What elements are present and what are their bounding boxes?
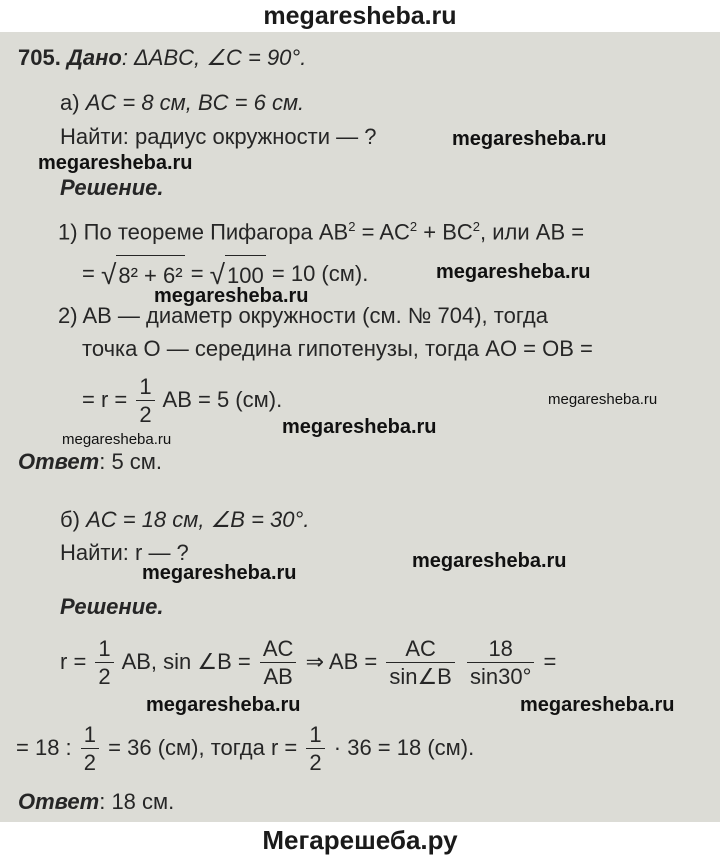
problem-statement xyxy=(18,44,306,72)
part-a-step1: 1) По теореме Пифагора $AB^2 = AC^2 + BC^2$, или AB = xyxy=(58,219,585,245)
part-a-step1-calc: = √8² + 6² = √100 = 10 (см). xyxy=(82,254,368,296)
site-footer: Мегарешеба.ру xyxy=(0,822,720,859)
fraction-half: $\frac{1}{2}$ xyxy=(136,375,154,427)
watermark: megaresheba.ru xyxy=(154,285,309,307)
site-header: megaresheba.ru xyxy=(0,0,720,32)
given-text: : ΔABC, ∠C = 90°. xyxy=(121,45,307,70)
part-a-step2-line1: 2) AB — диаметр окружности (см. № 704), тогда xyxy=(58,303,548,328)
part-b-solution-label: Решение. xyxy=(60,594,164,619)
part-b-formula: r = $\frac{1}{2}$ AB, sin ∠B = $\frac{AC}{AB}$ ⇒ AB = $\frac{AC}{\sin\angle B}$ $\frac{18}{\sin 30^\circ}$ = xyxy=(60,636,557,690)
part-a-answer: Ответ: 5 см. xyxy=(18,449,163,474)
watermark: megaresheba.ru xyxy=(38,152,193,174)
part-a-solution-label: Решение. xyxy=(60,175,164,200)
watermark: megaresheba.ru xyxy=(412,550,567,572)
watermark: megaresheba.ru xyxy=(548,391,658,408)
watermark: megaresheba.ru xyxy=(282,416,437,438)
part-b-condition xyxy=(60,506,309,534)
watermark: megaresheba.ru xyxy=(62,431,172,448)
watermark: megaresheba.ru xyxy=(436,261,591,283)
textbook-page xyxy=(0,32,720,822)
part-a-label: а) xyxy=(60,90,80,115)
given-label: Дано xyxy=(66,45,122,70)
part-a-cond: AC = 8 см, BC = 6 см. xyxy=(85,90,305,115)
part-b-calc: = 18 : $\frac{1}{2}$ = 36 (см), тогда r = $\frac{1}{2}$ · 36 = 18 (см). xyxy=(16,722,475,776)
sqrt-sum: √8² + 6² xyxy=(101,254,185,296)
watermark: megaresheba.ru xyxy=(452,128,607,150)
part-b-cond: AC = 18 см, ∠B = 30°. xyxy=(86,507,310,532)
part-a-step2-line2: точка O — середина гипотенузы, тогда AO = OB = xyxy=(82,336,593,361)
part-b-find: Найти: r — ? xyxy=(60,540,189,565)
part-a-find: Найти: радиус окружности — ? xyxy=(60,124,377,149)
sqrt-100: √100 xyxy=(210,254,266,296)
part-b-answer: Ответ: 18 см. xyxy=(18,789,175,814)
part-a-condition xyxy=(60,89,304,117)
watermark: megaresheba.ru xyxy=(142,562,297,584)
part-b-label: б) xyxy=(60,507,80,532)
watermark: megaresheba.ru xyxy=(520,694,675,716)
watermark: megaresheba.ru xyxy=(146,694,301,716)
part-a-step2-line3: = r = $\frac{1}{2}$ AB = 5 (см). xyxy=(82,374,283,428)
problem-number: 705. xyxy=(18,45,61,70)
